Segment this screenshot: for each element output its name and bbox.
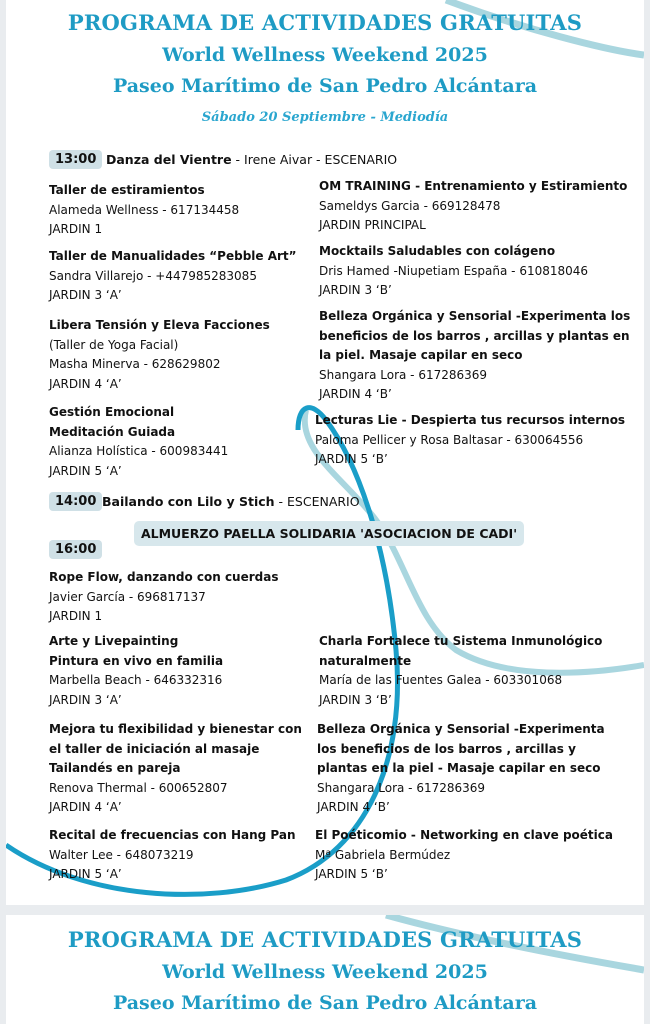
lunch-banner: ALMUERZO PAELLA SOLIDARIA 'ASOCIACION DE CADI': [134, 521, 524, 546]
activity-item: [49, 632, 223, 710]
activity-detail: Javier García - 696817137: [49, 589, 206, 604]
activity-title: Pintura en vivo en familia: [49, 653, 224, 668]
activity-location: JARDIN 3 ‘B’: [319, 283, 392, 297]
activity-title: Mocktails Saludables con colágeno: [319, 244, 556, 258]
slot-1300-detail: - Irene Aivar - ESCENARIO: [231, 152, 398, 167]
activity-title: Libera Tensión y Eleva Facciones: [49, 318, 270, 332]
activity-title: el taller de iniciación al masaje: [49, 741, 260, 756]
activity-item: [315, 826, 613, 885]
activity-location: JARDIN 5 ‘A’: [49, 867, 122, 881]
program-page-repeat: [6, 915, 644, 1024]
activity-title: Tailandés en pareja: [49, 761, 181, 775]
activity-subtitle: (Taller de Yoga Facial): [49, 337, 179, 352]
activity-detail: María de las Fuentes Galea - 603301068: [319, 673, 563, 687]
activity-title: Rope Flow, danzando con cuerdas: [49, 570, 279, 584]
program-page: [6, 0, 644, 905]
activity-item: [49, 181, 239, 240]
event-location: Paseo Marítimo de San Pedro Alcántara: [112, 992, 538, 1014]
activity-title: Lecturas Lie - Despierta tus recursos internos: [315, 413, 626, 427]
activity-detail: Paloma Pellicer y Rosa Baltasar - 630064556: [315, 432, 584, 447]
activity-title: Charla Fortalece tu Sistema Inmunológico: [319, 634, 603, 648]
activity-detail: Shangara Lora - 617286369: [317, 780, 486, 795]
activity-detail: Sandra Villarejo - +447985283085: [49, 268, 257, 283]
activity-item: [315, 411, 625, 470]
activity-title: El Poéticomio - Networking en clave poética: [315, 828, 613, 842]
activity-detail: Walter Lee - 648073219: [49, 847, 194, 862]
page-title: PROGRAMA DE ACTIVIDADES GRATUITAS: [67, 927, 583, 952]
activity-title: naturalmente: [319, 653, 412, 668]
activity-location: JARDIN 3 ‘A’: [49, 288, 122, 302]
activity-detail: Alianza Holística - 600983441: [49, 444, 229, 458]
activity-title: Meditación Guiada: [49, 424, 176, 439]
activity-location: JARDIN 1: [49, 222, 103, 236]
event-name: World Wellness Weekend 2025: [162, 44, 488, 66]
activity-detail: Renova Thermal - 600652807: [49, 780, 228, 795]
slot-1300-title: Danza del Vientre: [106, 152, 232, 167]
activity-item: [319, 177, 627, 236]
activity-item: [319, 307, 630, 405]
activity-title: Taller de Manualidades “Pebble Art”: [49, 249, 297, 263]
slot-1400-title: Bailando con Lilo y Stich: [102, 494, 275, 509]
activity-title: Taller de estiramientos: [49, 183, 205, 197]
activity-title: beneficios de los barros , arcillas y plantas en: [319, 328, 630, 343]
activity-location: JARDIN 4 ‘B’: [317, 800, 390, 814]
activity-item: [319, 632, 602, 710]
activity-detail: Dris Hamed -Niupetiam España - 610818046: [319, 263, 589, 278]
activity-item: [49, 247, 297, 306]
activity-location: JARDIN 4 ‘A’: [49, 376, 122, 391]
activity-location: JARDIN 1: [49, 609, 103, 623]
slot-1300-line: [106, 152, 397, 167]
activity-location: JARDIN 5 ‘A’: [49, 463, 122, 478]
time-badge-1400: 14:00: [49, 492, 102, 511]
activity-detail: Marbella Beach - 646332316: [49, 673, 223, 687]
activity-item: [49, 316, 270, 394]
activity-location: JARDIN 5 ‘B’: [315, 867, 388, 881]
activity-title: OM TRAINING - Entrenamiento y Estiramiento: [319, 179, 628, 193]
activity-location: JARDIN 4 ‘B’: [319, 387, 392, 401]
time-badge-1600: 16:00: [49, 540, 102, 559]
activity-item: [49, 568, 279, 627]
activity-title: Gestión Emocional: [49, 405, 175, 419]
event-date: Sábado 20 Septiembre - Mediodía: [201, 110, 449, 125]
activity-item: [49, 720, 302, 818]
page-title: PROGRAMA DE ACTIVIDADES GRATUITAS: [67, 10, 583, 35]
activity-detail: Sameldys Garcia - 669128478: [319, 198, 501, 213]
activity-title: Mejora tu flexibilidad y bienestar con: [49, 722, 302, 736]
event-location: Paseo Marítimo de San Pedro Alcántara: [112, 75, 538, 97]
time-badge-1300: 13:00: [49, 150, 102, 169]
activity-title: plantas en la piel - Masaje capilar en seco: [317, 761, 601, 775]
activity-title: Belleza Orgánica y Sensorial -Experimenta los: [319, 309, 631, 323]
activity-item: [319, 242, 588, 301]
activity-title: Arte y Livepainting: [49, 634, 179, 648]
activity-item: [49, 826, 296, 885]
activity-detail: Shangara Lora - 617286369: [319, 367, 488, 382]
activity-title: Recital de frecuencias con Hang Pan: [49, 828, 296, 842]
activity-item: [317, 720, 605, 818]
activity-detail: Alameda Wellness - 617134458: [49, 202, 240, 217]
activity-location: JARDIN 4 ‘A’: [49, 800, 122, 814]
activity-title: los beneficios de los barros , arcillas y: [317, 741, 576, 756]
activity-location: JARDIN 3 ‘A’: [49, 692, 122, 707]
event-name: World Wellness Weekend 2025: [162, 961, 488, 983]
activity-title: la piel. Masaje capilar en seco: [319, 348, 523, 362]
activity-item: [49, 403, 228, 481]
slot-1400-line: [102, 494, 360, 509]
activity-location: JARDIN PRINCIPAL: [319, 218, 426, 232]
activity-detail: Masha Minerva - 628629802: [49, 357, 221, 371]
activity-title: Belleza Orgánica y Sensorial -Experimenta: [317, 722, 605, 736]
activity-location: JARDIN 5 ‘B’: [315, 452, 388, 466]
activity-detail: Mª Gabriela Bermúdez: [315, 847, 451, 862]
slot-1400-detail: - ESCENARIO: [274, 494, 360, 509]
activity-location: JARDIN 3 ‘B’: [319, 692, 392, 707]
